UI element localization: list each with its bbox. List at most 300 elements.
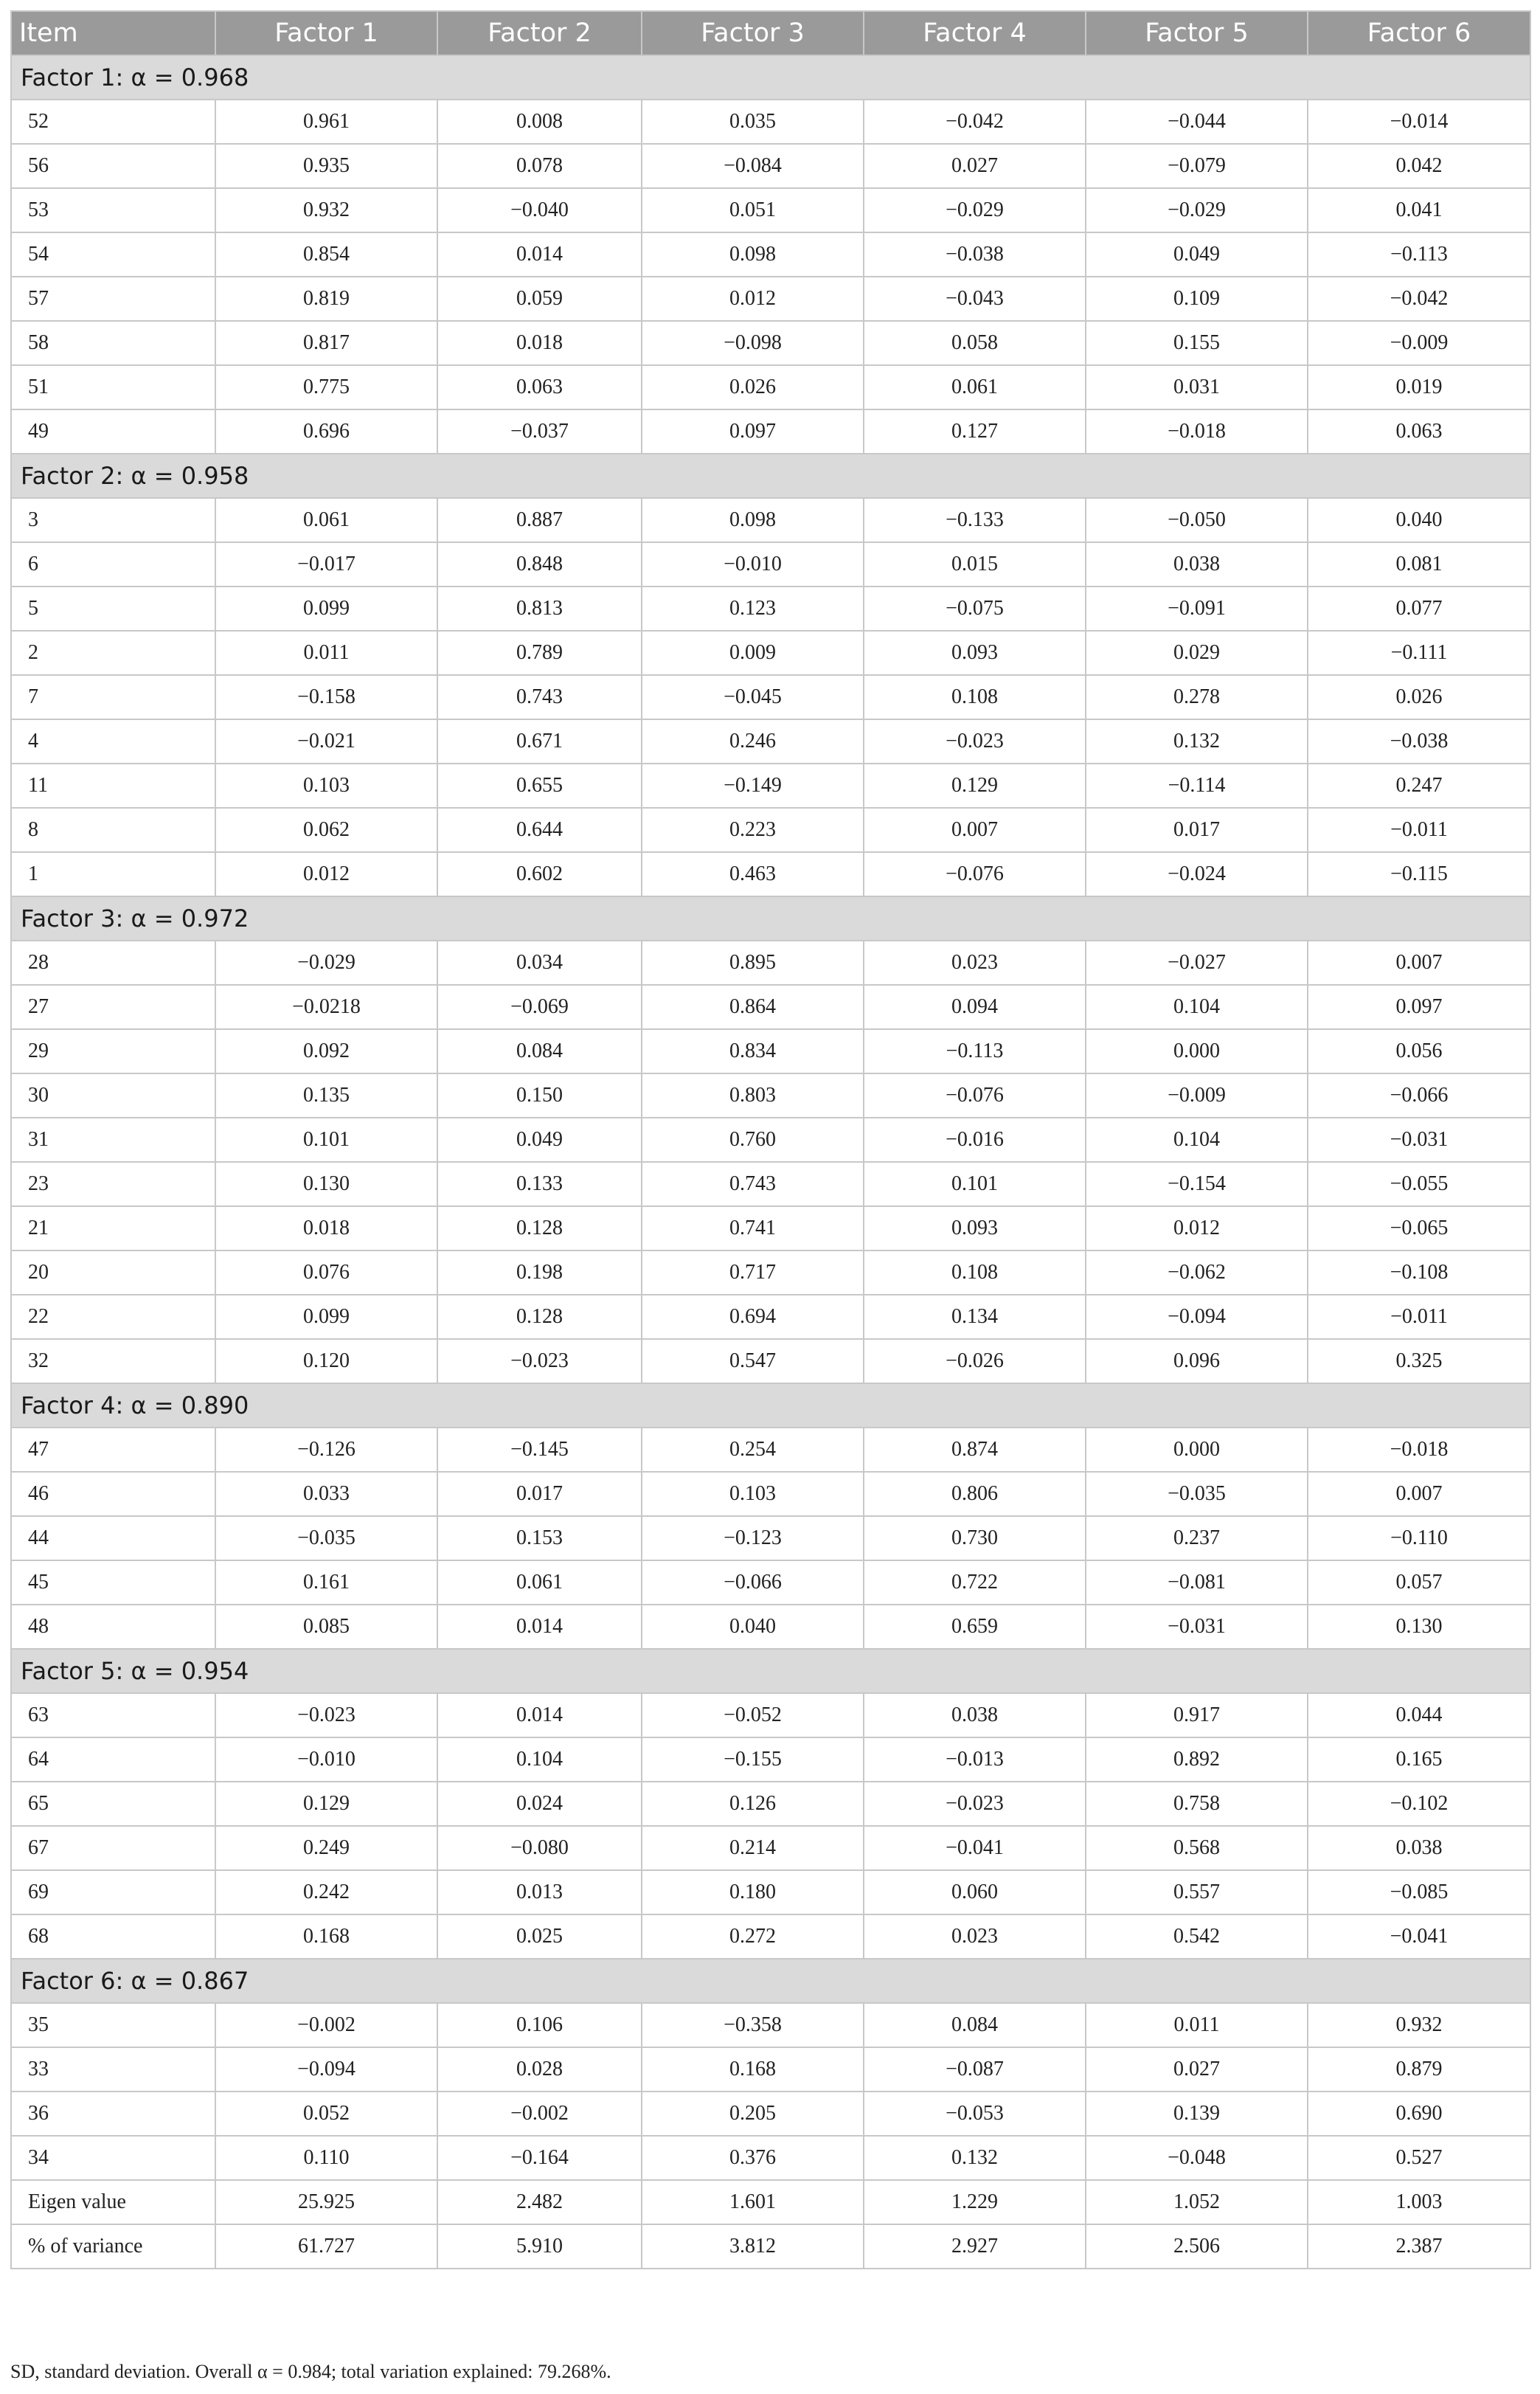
factor-loading-table-container [10, 10, 1530, 2269]
item-number-cell: 53 [11, 188, 215, 232]
table-row [11, 1295, 1530, 1339]
loading-cell-factor-6: 0.247 [1308, 764, 1530, 808]
loading-cell-factor-1: 0.932 [215, 188, 437, 232]
loading-cell-factor-4: −0.016 [864, 1118, 1086, 1162]
loading-cell-factor-4: −0.038 [864, 232, 1086, 277]
summary-label-cell: Eigen value [11, 2180, 215, 2224]
loading-cell-factor-1: 0.819 [215, 277, 437, 321]
table-row [11, 2003, 1530, 2047]
loading-cell-factor-3: −0.149 [642, 764, 864, 808]
loading-cell-factor-2: 0.198 [437, 1250, 642, 1295]
loading-cell-factor-6: 0.081 [1308, 542, 1530, 587]
loading-cell-factor-6: −0.031 [1308, 1118, 1530, 1162]
item-number-cell: 54 [11, 232, 215, 277]
loading-cell-factor-4: 0.007 [864, 808, 1086, 852]
loading-cell-factor-3: 0.694 [642, 1295, 864, 1339]
summary-row [11, 2224, 1530, 2269]
loading-cell-factor-1: 0.076 [215, 1250, 437, 1295]
loading-cell-factor-4: −0.042 [864, 100, 1086, 144]
loading-cell-factor-5: 0.758 [1086, 1782, 1308, 1826]
table-row [11, 1250, 1530, 1295]
loading-cell-factor-6: −0.065 [1308, 1206, 1530, 1250]
table-row [11, 1737, 1530, 1782]
item-number-cell: 63 [11, 1693, 215, 1737]
loading-cell-factor-1: 0.935 [215, 144, 437, 188]
loading-cell-factor-3: 0.103 [642, 1472, 864, 1516]
loading-cell-factor-4: 0.108 [864, 675, 1086, 719]
loading-cell-factor-4: −0.023 [864, 1782, 1086, 1826]
loading-cell-factor-5: 0.012 [1086, 1206, 1308, 1250]
loading-cell-factor-2: −0.037 [437, 409, 642, 454]
factor-group-header [11, 896, 1530, 941]
loading-cell-factor-6: 0.007 [1308, 941, 1530, 985]
item-number-cell: 11 [11, 764, 215, 808]
loading-cell-factor-4: −0.087 [864, 2047, 1086, 2092]
loading-cell-factor-3: 0.098 [642, 498, 864, 542]
loading-cell-factor-1: 0.012 [215, 852, 437, 896]
item-number-cell: 7 [11, 675, 215, 719]
loading-cell-factor-2: 0.014 [437, 232, 642, 277]
table-row [11, 1206, 1530, 1250]
loading-cell-factor-1: 0.018 [215, 1206, 437, 1250]
loading-cell-factor-5: −0.094 [1086, 1295, 1308, 1339]
loading-cell-factor-6: −0.009 [1308, 321, 1530, 365]
loading-cell-factor-6: −0.111 [1308, 631, 1530, 675]
loading-cell-factor-4: 0.093 [864, 1206, 1086, 1250]
item-number-cell: 27 [11, 985, 215, 1029]
loading-cell-factor-6: −0.113 [1308, 232, 1530, 277]
table-row [11, 321, 1530, 365]
loading-cell-factor-1: −0.010 [215, 1737, 437, 1782]
loading-cell-factor-5: −0.050 [1086, 498, 1308, 542]
summary-value-factor-1: 61.727 [215, 2224, 437, 2269]
loading-cell-factor-6: 0.527 [1308, 2136, 1530, 2180]
summary-value-factor-5: 1.052 [1086, 2180, 1308, 2224]
loading-cell-factor-3: 0.026 [642, 365, 864, 409]
summary-value-factor-6: 1.003 [1308, 2180, 1530, 2224]
loading-cell-factor-5: 0.278 [1086, 675, 1308, 719]
factor-group-title: Factor 4: α = 0.890 [11, 1383, 1530, 1428]
loading-cell-factor-5: 0.011 [1086, 2003, 1308, 2047]
loading-cell-factor-2: 0.133 [437, 1162, 642, 1206]
summary-value-factor-4: 2.927 [864, 2224, 1086, 2269]
table-row [11, 1472, 1530, 1516]
loading-cell-factor-4: 0.060 [864, 1870, 1086, 1914]
factor-group-header [11, 1649, 1530, 1693]
loading-cell-factor-6: 0.879 [1308, 2047, 1530, 2092]
item-number-cell: 30 [11, 1073, 215, 1118]
loading-cell-factor-1: −0.029 [215, 941, 437, 985]
loading-cell-factor-1: 0.033 [215, 1472, 437, 1516]
loading-cell-factor-5: −0.044 [1086, 100, 1308, 144]
loading-cell-factor-6: 0.325 [1308, 1339, 1530, 1383]
table-row [11, 100, 1530, 144]
loading-cell-factor-1: −0.0218 [215, 985, 437, 1029]
loading-cell-factor-1: −0.035 [215, 1516, 437, 1560]
loading-cell-factor-5: −0.114 [1086, 764, 1308, 808]
loading-cell-factor-5: −0.079 [1086, 144, 1308, 188]
loading-cell-factor-1: 0.099 [215, 587, 437, 631]
table-row [11, 1162, 1530, 1206]
loading-cell-factor-1: 0.130 [215, 1162, 437, 1206]
item-number-cell: 29 [11, 1029, 215, 1073]
loading-cell-factor-1: −0.158 [215, 675, 437, 719]
loading-cell-factor-2: 0.150 [437, 1073, 642, 1118]
loading-cell-factor-2: −0.164 [437, 2136, 642, 2180]
loading-cell-factor-4: −0.043 [864, 277, 1086, 321]
item-number-cell: 31 [11, 1118, 215, 1162]
factor-group-title: Factor 2: α = 0.958 [11, 454, 1530, 498]
loading-cell-factor-5: −0.029 [1086, 188, 1308, 232]
loading-cell-factor-3: −0.045 [642, 675, 864, 719]
item-number-cell: 47 [11, 1428, 215, 1472]
table-row [11, 2047, 1530, 2092]
loading-cell-factor-1: 0.161 [215, 1560, 437, 1605]
table-row [11, 1118, 1530, 1162]
loading-cell-factor-4: 0.061 [864, 365, 1086, 409]
loading-cell-factor-3: 0.214 [642, 1826, 864, 1870]
loading-cell-factor-1: 0.052 [215, 2092, 437, 2136]
loading-cell-factor-3: −0.084 [642, 144, 864, 188]
loading-cell-factor-2: 0.013 [437, 1870, 642, 1914]
loading-cell-factor-2: 0.128 [437, 1206, 642, 1250]
factor-group-header [11, 1383, 1530, 1428]
loading-cell-factor-1: 0.854 [215, 232, 437, 277]
item-number-cell: 3 [11, 498, 215, 542]
loading-cell-factor-2: 0.024 [437, 1782, 642, 1826]
loading-cell-factor-5: 0.132 [1086, 719, 1308, 764]
loading-cell-factor-4: 0.129 [864, 764, 1086, 808]
loading-cell-factor-3: 0.123 [642, 587, 864, 631]
loading-cell-factor-1: 0.011 [215, 631, 437, 675]
loading-cell-factor-1: 0.092 [215, 1029, 437, 1073]
loading-cell-factor-6: 0.040 [1308, 498, 1530, 542]
loading-cell-factor-4: 0.722 [864, 1560, 1086, 1605]
loading-cell-factor-6: 0.026 [1308, 675, 1530, 719]
loading-cell-factor-3: 0.098 [642, 232, 864, 277]
loading-cell-factor-2: −0.040 [437, 188, 642, 232]
loading-cell-factor-6: −0.041 [1308, 1914, 1530, 1959]
header-factor-6: Factor 6 [1308, 11, 1530, 55]
item-number-cell: 4 [11, 719, 215, 764]
item-number-cell: 69 [11, 1870, 215, 1914]
loading-cell-factor-2: 0.034 [437, 941, 642, 985]
item-number-cell: 34 [11, 2136, 215, 2180]
table-row [11, 277, 1530, 321]
loading-cell-factor-3: 0.864 [642, 985, 864, 1029]
loading-cell-factor-6: −0.055 [1308, 1162, 1530, 1206]
summary-value-factor-2: 2.482 [437, 2180, 642, 2224]
loading-cell-factor-5: 0.000 [1086, 1029, 1308, 1073]
loading-cell-factor-1: 0.062 [215, 808, 437, 852]
loading-cell-factor-1: 0.085 [215, 1605, 437, 1649]
table-row [11, 365, 1530, 409]
factor-group-header [11, 55, 1530, 100]
loading-cell-factor-3: 0.051 [642, 188, 864, 232]
table-row [11, 144, 1530, 188]
loading-cell-factor-1: 0.129 [215, 1782, 437, 1826]
loading-cell-factor-4: −0.041 [864, 1826, 1086, 1870]
loading-cell-factor-1: 0.061 [215, 498, 437, 542]
header-factor-3: Factor 3 [642, 11, 864, 55]
loading-cell-factor-2: 0.008 [437, 100, 642, 144]
table-row [11, 1029, 1530, 1073]
loading-cell-factor-3: 0.035 [642, 100, 864, 144]
loading-cell-factor-4: 0.659 [864, 1605, 1086, 1649]
loading-cell-factor-3: −0.358 [642, 2003, 864, 2047]
loading-cell-factor-2: 0.049 [437, 1118, 642, 1162]
loading-cell-factor-5: −0.009 [1086, 1073, 1308, 1118]
loading-cell-factor-5: −0.081 [1086, 1560, 1308, 1605]
table-row [11, 232, 1530, 277]
loading-cell-factor-2: 0.887 [437, 498, 642, 542]
loading-cell-factor-2: 0.106 [437, 2003, 642, 2047]
table-row [11, 188, 1530, 232]
item-number-cell: 58 [11, 321, 215, 365]
loading-cell-factor-6: 0.057 [1308, 1560, 1530, 1605]
loading-cell-factor-5: −0.062 [1086, 1250, 1308, 1295]
loading-cell-factor-2: 0.014 [437, 1693, 642, 1737]
table-row [11, 764, 1530, 808]
header-factor-1: Factor 1 [215, 11, 437, 55]
loading-cell-factor-3: 0.205 [642, 2092, 864, 2136]
loading-cell-factor-1: −0.094 [215, 2047, 437, 2092]
loading-cell-factor-3: −0.052 [642, 1693, 864, 1737]
loading-cell-factor-6: 0.063 [1308, 409, 1530, 454]
loading-cell-factor-6: 0.019 [1308, 365, 1530, 409]
loading-cell-factor-6: 0.041 [1308, 188, 1530, 232]
loading-cell-factor-4: 0.015 [864, 542, 1086, 587]
loading-cell-factor-4: 0.806 [864, 1472, 1086, 1516]
summary-value-factor-2: 5.910 [437, 2224, 642, 2269]
loading-cell-factor-5: −0.035 [1086, 1472, 1308, 1516]
loading-cell-factor-3: 0.246 [642, 719, 864, 764]
loading-cell-factor-6: −0.011 [1308, 808, 1530, 852]
item-number-cell: 65 [11, 1782, 215, 1826]
item-number-cell: 51 [11, 365, 215, 409]
loading-cell-factor-3: 0.547 [642, 1339, 864, 1383]
loading-cell-factor-5: 0.049 [1086, 232, 1308, 277]
loading-cell-factor-3: −0.066 [642, 1560, 864, 1605]
loading-cell-factor-1: 0.242 [215, 1870, 437, 1914]
table-header [11, 11, 1530, 55]
item-number-cell: 8 [11, 808, 215, 852]
loading-cell-factor-4: 0.101 [864, 1162, 1086, 1206]
loading-cell-factor-1: −0.023 [215, 1693, 437, 1737]
loading-cell-factor-4: 0.874 [864, 1428, 1086, 1472]
loading-cell-factor-4: 0.023 [864, 1914, 1086, 1959]
loading-cell-factor-4: −0.076 [864, 1073, 1086, 1118]
loading-cell-factor-3: 0.012 [642, 277, 864, 321]
loading-cell-factor-2: 0.014 [437, 1605, 642, 1649]
loading-cell-factor-3: −0.123 [642, 1516, 864, 1560]
loading-cell-factor-3: 0.376 [642, 2136, 864, 2180]
loading-cell-factor-6: 0.056 [1308, 1029, 1530, 1073]
loading-cell-factor-3: −0.155 [642, 1737, 864, 1782]
loading-cell-factor-5: −0.091 [1086, 587, 1308, 631]
loading-cell-factor-2: 0.078 [437, 144, 642, 188]
header-row [11, 11, 1530, 55]
loading-cell-factor-3: 0.168 [642, 2047, 864, 2092]
table-row [11, 941, 1530, 985]
table-row [11, 852, 1530, 896]
header-item: Item [11, 11, 215, 55]
loading-cell-factor-2: 0.644 [437, 808, 642, 852]
table-row [11, 498, 1530, 542]
loading-cell-factor-2: 0.018 [437, 321, 642, 365]
summary-value-factor-6: 2.387 [1308, 2224, 1530, 2269]
loading-cell-factor-5: 0.568 [1086, 1826, 1308, 1870]
factor-loading-table [10, 10, 1531, 2269]
loading-cell-factor-4: 0.027 [864, 144, 1086, 188]
loading-cell-factor-2: 0.848 [437, 542, 642, 587]
item-number-cell: 32 [11, 1339, 215, 1383]
loading-cell-factor-6: −0.014 [1308, 100, 1530, 144]
item-number-cell: 44 [11, 1516, 215, 1560]
loading-cell-factor-5: −0.154 [1086, 1162, 1308, 1206]
loading-cell-factor-3: 0.463 [642, 852, 864, 896]
loading-cell-factor-4: −0.133 [864, 498, 1086, 542]
loading-cell-factor-6: −0.042 [1308, 277, 1530, 321]
loading-cell-factor-6: 0.165 [1308, 1737, 1530, 1782]
loading-cell-factor-3: 0.834 [642, 1029, 864, 1073]
loading-cell-factor-2: 0.059 [437, 277, 642, 321]
loading-cell-factor-1: 0.168 [215, 1914, 437, 1959]
loading-cell-factor-1: −0.017 [215, 542, 437, 587]
loading-cell-factor-2: 0.789 [437, 631, 642, 675]
loading-cell-factor-6: 0.097 [1308, 985, 1530, 1029]
loading-cell-factor-6: −0.011 [1308, 1295, 1530, 1339]
loading-cell-factor-1: 0.961 [215, 100, 437, 144]
summary-value-factor-1: 25.925 [215, 2180, 437, 2224]
table-row [11, 808, 1530, 852]
loading-cell-factor-6: 0.130 [1308, 1605, 1530, 1649]
item-number-cell: 5 [11, 587, 215, 631]
table-row [11, 2136, 1530, 2180]
loading-cell-factor-1: −0.002 [215, 2003, 437, 2047]
table-row [11, 1782, 1530, 1826]
loading-cell-factor-5: 0.029 [1086, 631, 1308, 675]
loading-cell-factor-5: 0.027 [1086, 2047, 1308, 2092]
loading-cell-factor-5: 0.237 [1086, 1516, 1308, 1560]
item-number-cell: 35 [11, 2003, 215, 2047]
summary-value-factor-3: 1.601 [642, 2180, 864, 2224]
factor-group-title: Factor 1: α = 0.968 [11, 55, 1530, 100]
header-factor-5: Factor 5 [1086, 11, 1308, 55]
item-number-cell: 68 [11, 1914, 215, 1959]
table-row [11, 1914, 1530, 1959]
loading-cell-factor-6: 0.038 [1308, 1826, 1530, 1870]
item-number-cell: 36 [11, 2092, 215, 2136]
loading-cell-factor-5: 0.104 [1086, 985, 1308, 1029]
loading-cell-factor-2: 0.655 [437, 764, 642, 808]
loading-cell-factor-2: 0.025 [437, 1914, 642, 1959]
loading-cell-factor-2: 0.061 [437, 1560, 642, 1605]
table-row [11, 1516, 1530, 1560]
loading-cell-factor-1: 0.110 [215, 2136, 437, 2180]
table-row [11, 1693, 1530, 1737]
loading-cell-factor-3: 0.040 [642, 1605, 864, 1649]
loading-cell-factor-4: 0.038 [864, 1693, 1086, 1737]
loading-cell-factor-5: 0.557 [1086, 1870, 1308, 1914]
loading-cell-factor-2: 0.017 [437, 1472, 642, 1516]
loading-cell-factor-4: 0.058 [864, 321, 1086, 365]
summary-value-factor-5: 2.506 [1086, 2224, 1308, 2269]
table-row [11, 587, 1530, 631]
table-row [11, 2092, 1530, 2136]
loading-cell-factor-5: 0.892 [1086, 1737, 1308, 1782]
loading-cell-factor-1: 0.099 [215, 1295, 437, 1339]
loading-cell-factor-4: −0.076 [864, 852, 1086, 896]
loading-cell-factor-3: 0.254 [642, 1428, 864, 1472]
loading-cell-factor-3: 0.803 [642, 1073, 864, 1118]
item-number-cell: 33 [11, 2047, 215, 2092]
loading-cell-factor-5: 0.096 [1086, 1339, 1308, 1383]
loading-cell-factor-3: 0.895 [642, 941, 864, 985]
loading-cell-factor-5: −0.031 [1086, 1605, 1308, 1649]
factor-group-header [11, 454, 1530, 498]
loading-cell-factor-4: 0.134 [864, 1295, 1086, 1339]
table-row [11, 1339, 1530, 1383]
loading-cell-factor-2: 0.063 [437, 365, 642, 409]
factor-group-title: Factor 3: α = 0.972 [11, 896, 1530, 941]
loading-cell-factor-1: 0.249 [215, 1826, 437, 1870]
loading-cell-factor-5: 0.109 [1086, 277, 1308, 321]
loading-cell-factor-2: 0.813 [437, 587, 642, 631]
header-factor-4: Factor 4 [864, 11, 1086, 55]
loading-cell-factor-2: 0.128 [437, 1295, 642, 1339]
loading-cell-factor-6: −0.110 [1308, 1516, 1530, 1560]
table-row [11, 719, 1530, 764]
loading-cell-factor-2: −0.023 [437, 1339, 642, 1383]
summary-row [11, 2180, 1530, 2224]
table-row [11, 985, 1530, 1029]
loading-cell-factor-4: −0.053 [864, 2092, 1086, 2136]
loading-cell-factor-5: −0.048 [1086, 2136, 1308, 2180]
summary-value-factor-4: 1.229 [864, 2180, 1086, 2224]
item-number-cell: 6 [11, 542, 215, 587]
item-number-cell: 28 [11, 941, 215, 985]
loading-cell-factor-6: 0.932 [1308, 2003, 1530, 2047]
loading-cell-factor-4: −0.013 [864, 1737, 1086, 1782]
table-row [11, 631, 1530, 675]
loading-cell-factor-4: 0.093 [864, 631, 1086, 675]
loading-cell-factor-5: 0.155 [1086, 321, 1308, 365]
loading-cell-factor-1: −0.021 [215, 719, 437, 764]
table-row [11, 675, 1530, 719]
loading-cell-factor-4: −0.029 [864, 188, 1086, 232]
loading-cell-factor-3: −0.010 [642, 542, 864, 587]
item-number-cell: 23 [11, 1162, 215, 1206]
loading-cell-factor-1: 0.120 [215, 1339, 437, 1383]
loading-cell-factor-3: 0.126 [642, 1782, 864, 1826]
loading-cell-factor-2: 0.743 [437, 675, 642, 719]
loading-cell-factor-3: 0.009 [642, 631, 864, 675]
loading-cell-factor-6: 0.007 [1308, 1472, 1530, 1516]
table-row [11, 1605, 1530, 1649]
table-row [11, 542, 1530, 587]
loading-cell-factor-1: 0.696 [215, 409, 437, 454]
loading-cell-factor-5: 0.038 [1086, 542, 1308, 587]
table-row [11, 409, 1530, 454]
loading-cell-factor-1: 0.101 [215, 1118, 437, 1162]
loading-cell-factor-3: 0.223 [642, 808, 864, 852]
loading-cell-factor-3: 0.097 [642, 409, 864, 454]
item-number-cell: 20 [11, 1250, 215, 1295]
table-footnote: SD, standard deviation. Overall α = 0.984; total variation explained: 79.268%. [10, 2361, 611, 2382]
loading-cell-factor-2: 0.104 [437, 1737, 642, 1782]
loading-cell-factor-5: 0.917 [1086, 1693, 1308, 1737]
